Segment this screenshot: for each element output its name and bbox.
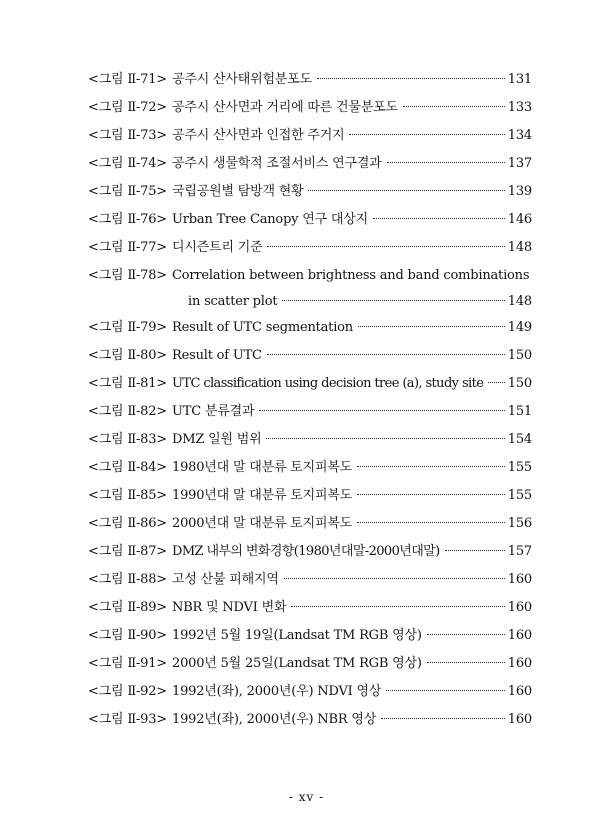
figure-title: 2000년대 말 대분류 토지피복도 bbox=[172, 516, 353, 531]
figure-title: 1990년대 말 대분류 토지피복도 bbox=[172, 488, 353, 503]
page-number: 150 bbox=[507, 376, 532, 391]
dot-leader bbox=[308, 190, 504, 191]
page-number: 156 bbox=[507, 516, 532, 531]
figure-label: <그림 Ⅱ-72> bbox=[88, 100, 168, 115]
toc-entry bbox=[88, 426, 532, 454]
dot-leader bbox=[387, 162, 505, 163]
dot-leader bbox=[317, 78, 505, 79]
figure-title: 1992년(좌), 2000년(우) NBR 영상 bbox=[172, 712, 377, 727]
figure-label: <그림 Ⅱ-93> bbox=[88, 712, 168, 727]
toc-entry bbox=[88, 206, 532, 234]
figure-label: <그림 Ⅱ-81> bbox=[88, 376, 168, 391]
figure-title: DMZ 내부의 변화경향(1980년대말-2000년대말) bbox=[172, 544, 440, 559]
dot-leader bbox=[357, 466, 505, 467]
page-number: 133 bbox=[507, 100, 532, 115]
toc-entry bbox=[88, 122, 532, 150]
figure-label: <그림 Ⅱ-91> bbox=[88, 656, 168, 671]
figure-title: DMZ 일원 범위 bbox=[172, 432, 262, 447]
figure-title: 공주시 산사면과 거리에 따른 건물분포도 bbox=[172, 100, 398, 115]
figure-label: <그림 Ⅱ-78> bbox=[88, 268, 168, 283]
dot-leader bbox=[259, 410, 504, 411]
toc-entry bbox=[88, 454, 532, 482]
toc-entry bbox=[88, 594, 532, 622]
toc-entry bbox=[88, 538, 532, 566]
figure-title: 공주시 산사면과 인접한 주거지 bbox=[172, 128, 345, 143]
figure-title: NBR 및 NDVI 변화 bbox=[172, 600, 287, 615]
dot-leader bbox=[357, 494, 505, 495]
page-footer-number: - xv - bbox=[288, 790, 325, 804]
figure-title: 1992년(좌), 2000년(우) NDVI 영상 bbox=[172, 684, 382, 699]
figure-label: <그림 Ⅱ-71> bbox=[88, 72, 168, 87]
figure-label: <그림 Ⅱ-80> bbox=[88, 348, 168, 363]
page-number: 160 bbox=[507, 600, 532, 615]
page-number: 160 bbox=[507, 684, 532, 699]
dot-leader bbox=[488, 382, 504, 383]
page-number: 139 bbox=[507, 184, 532, 199]
page-number: 154 bbox=[507, 432, 532, 447]
page-number: 134 bbox=[507, 128, 532, 143]
figure-label: <그림 Ⅱ-74> bbox=[88, 156, 168, 171]
figure-label: <그림 Ⅱ-83> bbox=[88, 432, 168, 447]
dot-leader bbox=[349, 134, 504, 135]
figure-label: <그림 Ⅱ-73> bbox=[88, 128, 168, 143]
figure-title: Result of UTC segmentation bbox=[172, 320, 353, 335]
dot-leader bbox=[445, 550, 505, 551]
dot-leader bbox=[358, 326, 505, 327]
toc-entry bbox=[88, 66, 532, 94]
figure-title-continued: in scatter plot bbox=[188, 294, 278, 309]
figure-title: 국립공원별 탐방객 현황 bbox=[172, 184, 304, 199]
figure-label: <그림 Ⅱ-92> bbox=[88, 684, 168, 699]
figure-label: <그림 Ⅱ-85> bbox=[88, 488, 168, 503]
figure-title: 디시즌트리 기준 bbox=[172, 240, 263, 255]
figure-title: 공주시 생물학적 조절서비스 연구결과 bbox=[172, 156, 382, 171]
toc-entry bbox=[88, 370, 532, 398]
toc-entry bbox=[88, 678, 532, 706]
figure-label: <그림 Ⅱ-89> bbox=[88, 600, 168, 615]
dot-leader bbox=[427, 634, 505, 635]
page-number: 160 bbox=[507, 712, 532, 727]
toc-entry bbox=[88, 566, 532, 594]
figure-title: 1980년대 말 대분류 토지피복도 bbox=[172, 460, 353, 475]
page-number: 160 bbox=[507, 628, 532, 643]
page-number: 148 bbox=[507, 294, 532, 309]
dot-leader bbox=[282, 300, 504, 301]
dot-leader bbox=[357, 522, 505, 523]
page-number: 137 bbox=[507, 156, 532, 171]
page-number: 131 bbox=[507, 72, 532, 87]
figure-label: <그림 Ⅱ-84> bbox=[88, 460, 168, 475]
page-number: 160 bbox=[507, 656, 532, 671]
dot-leader bbox=[267, 246, 504, 247]
page-number: 146 bbox=[507, 212, 532, 227]
figure-title: 고성 산불 피해지역 bbox=[172, 572, 279, 587]
dot-leader bbox=[427, 662, 505, 663]
toc-entry bbox=[88, 234, 532, 262]
toc-entry bbox=[88, 510, 532, 538]
toc-entry bbox=[88, 342, 532, 370]
dot-leader bbox=[291, 606, 504, 607]
toc-entry bbox=[88, 150, 532, 178]
dot-leader bbox=[284, 578, 505, 579]
page-number: 148 bbox=[507, 240, 532, 255]
figure-label: <그림 Ⅱ-77> bbox=[88, 240, 168, 255]
toc-entry bbox=[88, 314, 532, 342]
page-number: 149 bbox=[507, 320, 532, 335]
dot-leader bbox=[267, 354, 505, 355]
page-number: 157 bbox=[507, 544, 532, 559]
page-number: 155 bbox=[507, 488, 532, 503]
figure-label: <그림 Ⅱ-88> bbox=[88, 572, 168, 587]
page-number: 150 bbox=[507, 348, 532, 363]
figure-label: <그림 Ⅱ-75> bbox=[88, 184, 168, 199]
page-number: 151 bbox=[507, 404, 532, 419]
dot-leader bbox=[386, 690, 505, 691]
figure-label: <그림 Ⅱ-87> bbox=[88, 544, 168, 559]
table-of-figures bbox=[88, 66, 532, 734]
figure-label: <그림 Ⅱ-90> bbox=[88, 628, 168, 643]
figure-label: <그림 Ⅱ-76> bbox=[88, 212, 168, 227]
figure-label: <그림 Ⅱ-86> bbox=[88, 516, 168, 531]
page-number: 160 bbox=[507, 572, 532, 587]
figure-title: Correlation between brightness and band combinations bbox=[172, 268, 530, 283]
toc-entry bbox=[88, 398, 532, 426]
figure-label: <그림 Ⅱ-79> bbox=[88, 320, 168, 335]
figure-title: Urban Tree Canopy 연구 대상지 bbox=[172, 212, 368, 227]
figure-title: UTC 분류결과 bbox=[172, 404, 255, 419]
toc-entry bbox=[88, 94, 532, 122]
dot-leader bbox=[266, 438, 504, 439]
toc-entry bbox=[88, 706, 532, 734]
figure-title: 공주시 산사태위험분포도 bbox=[172, 72, 312, 87]
dot-leader bbox=[403, 106, 505, 107]
dot-leader bbox=[373, 218, 505, 219]
dot-leader bbox=[381, 718, 505, 719]
figure-title: Result of UTC bbox=[172, 348, 262, 363]
figure-title: 1992년 5월 19일(Landsat TM RGB 영상) bbox=[172, 628, 422, 643]
page-number: 155 bbox=[507, 460, 532, 475]
toc-entry bbox=[88, 178, 532, 206]
toc-entry bbox=[88, 622, 532, 650]
figure-label: <그림 Ⅱ-82> bbox=[88, 404, 168, 419]
toc-entry bbox=[88, 262, 532, 314]
toc-entry bbox=[88, 482, 532, 510]
figure-title: 2000년 5월 25일(Landsat TM RGB 영상) bbox=[172, 656, 422, 671]
figure-title: UTC classification using decision tree (a), study site bbox=[172, 376, 484, 391]
toc-entry bbox=[88, 650, 532, 678]
